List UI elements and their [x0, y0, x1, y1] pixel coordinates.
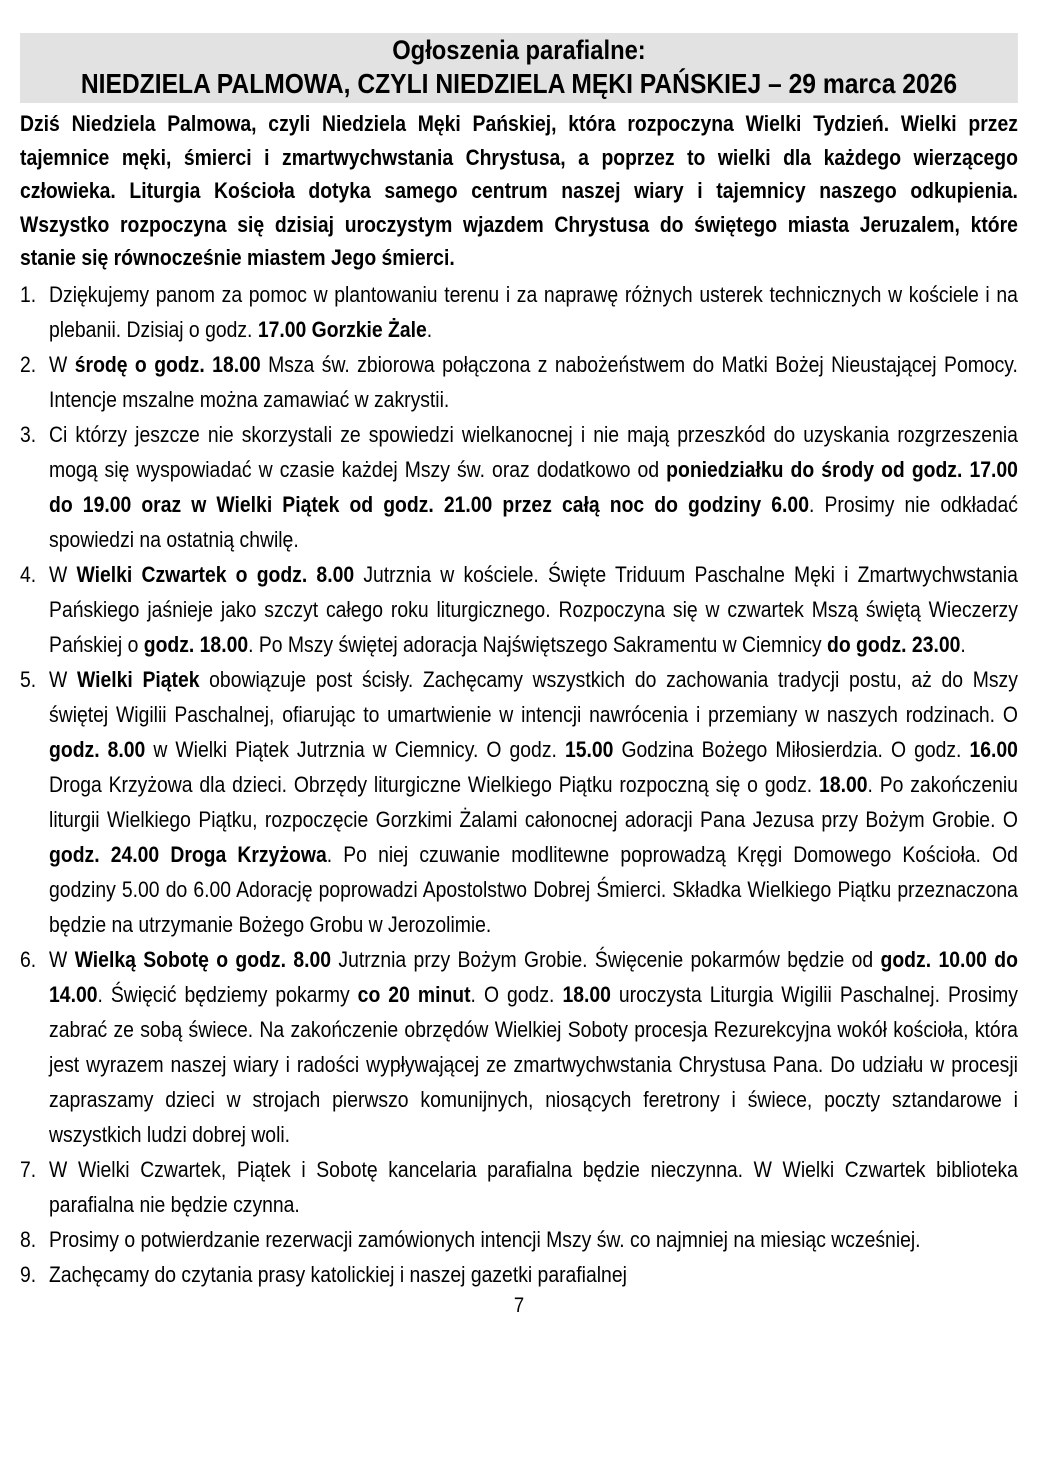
bold-text-run: godz. 24.00 Droga Krzyżowa	[49, 841, 327, 867]
page-number: 7	[513, 1293, 525, 1317]
item-number: 9.	[20, 1261, 37, 1287]
announcement-list	[20, 277, 1018, 1292]
announcement-item-5	[20, 662, 1018, 942]
announcement-item-4	[20, 557, 1018, 662]
text-run: Zachęcamy do czytania prasy katolickiej i naszej gazetki parafialnej	[49, 1261, 627, 1287]
item-number: 3.	[20, 421, 37, 447]
bold-text-run: 17.00 Gorzkie Żale	[257, 316, 427, 342]
text-run: W	[49, 946, 75, 972]
announcement-item-2	[20, 347, 1018, 417]
text-run: Prosimy o potwierdzanie rezerwacji zamówionych intencji Mszy św. co najmniej na miesiąc wcześniej.	[49, 1226, 921, 1252]
intro-paragraph: Dziś Niedziela Palmowa, czyli Niedziela Męki Pańskiej, która rozpoczyna Wielki Tydzień. Wielki przez tajemnice męki, śmierci i zmartwychwstania Chrystusa, a poprzez to wielki dla każdego wierzącego człowieka. Liturgia Kościoła dotyka samego centrum naszej wiary i tajemnicy naszego odkupienia. Wszystko rozpoczyna się dzisiaj uroczystym wjazdem Chrystusa do świętego miasta Jeruzalem, które stanie się równocześnie miastem Jego śmierci.	[20, 111, 1018, 270]
text-run: Jutrznia przy Bożym Grobie. Święcenie pokarmów będzie od	[331, 946, 881, 972]
item-number: 4.	[20, 561, 37, 587]
bold-text-run: Wielką Sobotę o godz. 8.00	[74, 946, 332, 972]
text-run: Msza św. zbiorowa połączona z nabożeństwem do Matki Bożej Nieustającej Pomocy. Intencje mszalne można zamawiać w zakrystii.	[49, 351, 1018, 412]
text-run: W	[49, 561, 77, 587]
page-subtitle: NIEDZIELA PALMOWA, CZYLI NIEDZIELA MĘKI PAŃSKIEJ – 29 marca 2026	[80, 68, 958, 99]
bold-text-run: 15.00	[564, 736, 614, 762]
bold-text-run: środę o godz. 18.00	[74, 351, 261, 377]
text-run: Ci którzy jeszcze nie skorzystali ze spowiedzi wielkanocnej i nie mają przeszkód do uzyskania rozgrzeszenia mogą się wyspowiadać w czasie każdej Mszy św. oraz dodatkowo od	[49, 421, 1018, 482]
text-run: . O godz.	[470, 981, 563, 1007]
text-run: .	[426, 316, 433, 342]
text-run: W Wielki Czwartek, Piątek i Sobotę kancelaria parafialna będzie nieczynna. W Wielki Czwartek biblioteka parafialna nie będzie czynna.	[49, 1156, 1018, 1217]
item-number: 2.	[20, 351, 37, 377]
announcement-item-1	[20, 277, 1018, 347]
bold-text-run: 18.00	[819, 771, 868, 797]
text-run: . Po Mszy świętej adoracja Najświętszego Sakramentu w Ciemnicy	[248, 631, 827, 657]
text-run: Dziękujemy panom za pomoc w plantowaniu terenu i za naprawę różnych usterek technicznych w kościele i na plebanii. Dzisiaj o godz.	[49, 281, 1018, 342]
text-run: Jutrznia w kościele. Święte Triduum Paschalne Męki i Zmartwychwstania Pańskiego jaśnieje jako szczyt całego roku liturgicznego. Rozpoczyna się w czwartek Mszą świętą Wieczerzy Pańskiej o	[49, 561, 1018, 657]
announcement-item-6	[20, 942, 1018, 1152]
item-number: 7.	[20, 1156, 37, 1182]
item-number: 6.	[20, 946, 37, 972]
announcement-item-9	[20, 1257, 1018, 1292]
text-run: . Po zakończeniu liturgii Wielkiego Piątku, rozpoczęcie Gorzkimi Żalami całonocnej adoracji Pana Jezusa przy Bożym Grobie. O	[49, 771, 1018, 832]
item-number: 1.	[20, 281, 37, 307]
announcement-item-7	[20, 1152, 1018, 1222]
announcement-item-8	[20, 1222, 1018, 1257]
bold-text-run: poniedziałku do środy od godz. 17.00 do 19.00 oraz w Wielki Piątek od godz. 21.00 przez całą noc do godziny 6.00	[49, 456, 1018, 517]
text-run: . Po niej czuwanie modlitewne poprowadzą Kręgi Domowego Kościoła. Od godziny 5.00 do 6.00 Adorację poprowadzi Apostolstwo Dobrej Śmierci. Składka Wielkiego Piątku przeznaczona będzie na utrzymanie Bożego Grobu w Jerozolimie.	[49, 841, 1018, 937]
text-run: W	[49, 666, 77, 692]
item-number: 8.	[20, 1226, 37, 1252]
bold-text-run: godz. 8.00	[49, 736, 146, 762]
text-run: .	[960, 631, 966, 657]
text-run: obowiązuje post ścisły. Zachęcamy wszystkich do zachowania tradycji postu, aż do Mszy świętej Wigilii Paschalnej, ofiarując to umartwienie w intencji nawrócenia i przemiany w naszych rodzinach. O	[49, 666, 1018, 727]
announcement-item-3	[20, 417, 1018, 557]
text-run: Droga Krzyżowa dla dzieci. Obrzędy liturgiczne Wielkiego Piątku rozpoczną się o godz.	[49, 771, 820, 797]
item-number: 5.	[20, 666, 37, 692]
text-run: w Wielki Piątek Jutrznia w Ciemnicy. O godz.	[145, 736, 565, 762]
bold-text-run: godz. 10.00 do 14.00	[49, 946, 1018, 1007]
text-run: uroczysta Liturgia Wigilii Paschalnej. Prosimy zabrać ze sobą świece. Na zakończenie obrzędów Wielkiej Soboty procesja Rezurekcyjna wokół kościoła, która jest wyrazem naszej wiary i radości wypływającej ze zmartwychwstania Chrystusa Pana. Do udziału w procesji zapraszamy dzieci w strojach pierwszo komunijnych, niosących feretrony i świece, poczty sztandarowe i wszystkich ludzi dobrej woli.	[49, 981, 1018, 1147]
bold-text-run: godz. 18.00	[143, 631, 249, 657]
bold-text-run: Wielki Piątek	[76, 666, 200, 692]
bold-text-run: Wielki Czwartek o godz. 8.00	[76, 561, 355, 587]
bold-text-run: 18.00	[562, 981, 611, 1007]
page-title: Ogłoszenia parafialne:	[392, 35, 646, 65]
text-run: W	[49, 351, 75, 377]
bold-text-run: 16.00	[969, 736, 1018, 762]
header-box	[20, 33, 1018, 103]
content-column	[20, 33, 1018, 1320]
text-run: Godzina Bożego Miłosierdzia. O godz.	[613, 736, 970, 762]
text-run: . Prosimy nie odkładać spowiedzi na ostatnią chwilę.	[49, 491, 1018, 552]
bold-text-run: co 20 minut	[357, 981, 471, 1007]
bold-text-run: do godz. 23.00	[826, 631, 961, 657]
text-run: . Święcić będziemy pokarmy	[97, 981, 358, 1007]
